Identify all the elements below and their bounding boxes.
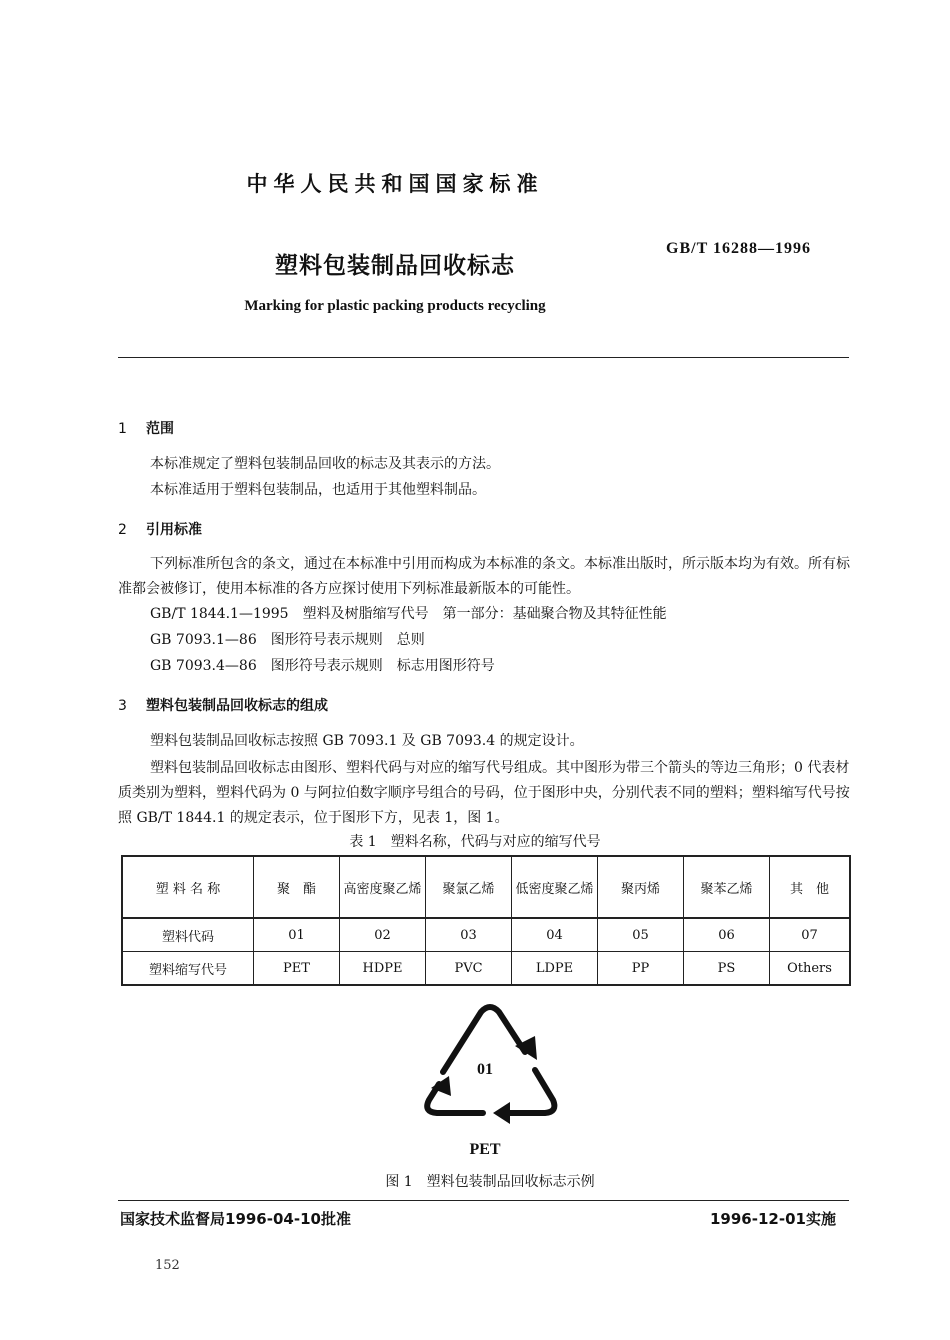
reference-2: GB 7093.1—86 图形符号表示规则 总则 — [150, 632, 425, 648]
table-cell: 06 — [684, 918, 770, 952]
reference-3: GB 7093.4—86 图形符号表示规则 标志用图形符号 — [150, 658, 495, 674]
table-cell: 聚苯乙烯 — [684, 856, 770, 918]
table-cell: 03 — [426, 918, 512, 952]
table-cell: 05 — [598, 918, 684, 952]
table-cell: 塑料代码 — [122, 918, 254, 952]
implementation-date: 1996-12-01实施 — [710, 1210, 836, 1228]
table-cell: 02 — [340, 918, 426, 952]
section-2-heading: 2 引用标准 — [118, 522, 202, 538]
table-cell: PP — [598, 952, 684, 986]
plastics-table — [121, 855, 851, 986]
table-row — [122, 952, 850, 986]
table-cell: PVC — [426, 952, 512, 986]
section-1-heading: 1 范围 — [118, 421, 174, 437]
table-cell: 07 — [770, 918, 851, 952]
figure-caption: 图 1 塑料包装制品回收标志示例 — [385, 1174, 595, 1190]
reference-1: GB/T 1844.1—1995 塑料及树脂缩写代号 第一部分：基础聚合物及其特征性能 — [150, 606, 667, 622]
table-cell: 聚丙烯 — [598, 856, 684, 918]
section-1-line-2: 本标准适用于塑料包装制品，也适用于其他塑料制品。 — [150, 482, 486, 498]
figure-plastic-abbreviation: PET — [469, 1141, 501, 1158]
figure-plastic-code: 01 — [477, 1061, 493, 1078]
header-rule — [118, 357, 849, 358]
table-cell: LDPE — [512, 952, 598, 986]
table-cell: 04 — [512, 918, 598, 952]
table-row — [122, 918, 850, 952]
section-3-line-1: 塑料包装制品回收标志按照 GB 7093.1 及 GB 7093.4 的规定设计。 — [150, 733, 584, 749]
section-3-heading: 3 塑料包装制品回收标志的组成 — [118, 698, 328, 714]
country-standard-heading: 中华人民共和国国家标准 — [246, 172, 544, 196]
table-cell: 其 他 — [770, 856, 851, 918]
table-cell: 高密度聚乙烯 — [340, 856, 426, 918]
table-caption: 表 1 塑料名称，代码与对应的缩写代号 — [349, 834, 601, 850]
standard-code: GB/T 16288—1996 — [666, 240, 811, 257]
section-2-intro: 下列标准所包含的条文，通过在本标准中引用而构成为本标准的条文。本标准出版时，所示版本均为有效。所有标准都会被修订，使用本标准的各方应探讨使用下列标准最新版本的可能性。 — [118, 556, 850, 597]
table-cell: 聚 酯 — [254, 856, 340, 918]
section-3-paragraph: 塑料包装制品回收标志由图形、塑料代码与对应的缩写代号组成。其中图形为带三个箭头的等边三角形；0 代表材质类别为塑料，塑料代码为 0 与阿拉伯数字顺序号组合的号码，位于图形中央，分别代表不同的塑料；塑料缩写代号按照 GB/T 1844.1 的规定表示，位于图形下方，见表 1，图 1。 — [118, 760, 850, 826]
section-1-line-1: 本标准规定了塑料包装制品回收的标志及其表示的方法。 — [150, 456, 500, 472]
table-cell: HDPE — [340, 952, 426, 986]
table-cell: 01 — [254, 918, 340, 952]
table-cell: PS — [684, 952, 770, 986]
table-row — [122, 856, 850, 918]
footer-rule — [118, 1200, 849, 1201]
title-english: Marking for plastic packing products recycling — [244, 298, 546, 314]
table-cell: Others — [770, 952, 851, 986]
title-chinese: 塑料包装制品回收标志 — [275, 253, 515, 279]
table-cell: 塑料缩写代号 — [122, 952, 254, 986]
approval-note: 国家技术监督局1996-04-10批准 — [120, 1210, 351, 1228]
table-cell: PET — [254, 952, 340, 986]
table-cell: 聚氯乙烯 — [426, 856, 512, 918]
table-cell: 塑 料 名 称 — [122, 856, 254, 918]
page-number: 152 — [155, 1258, 180, 1273]
table-cell: 低密度聚乙烯 — [512, 856, 598, 918]
